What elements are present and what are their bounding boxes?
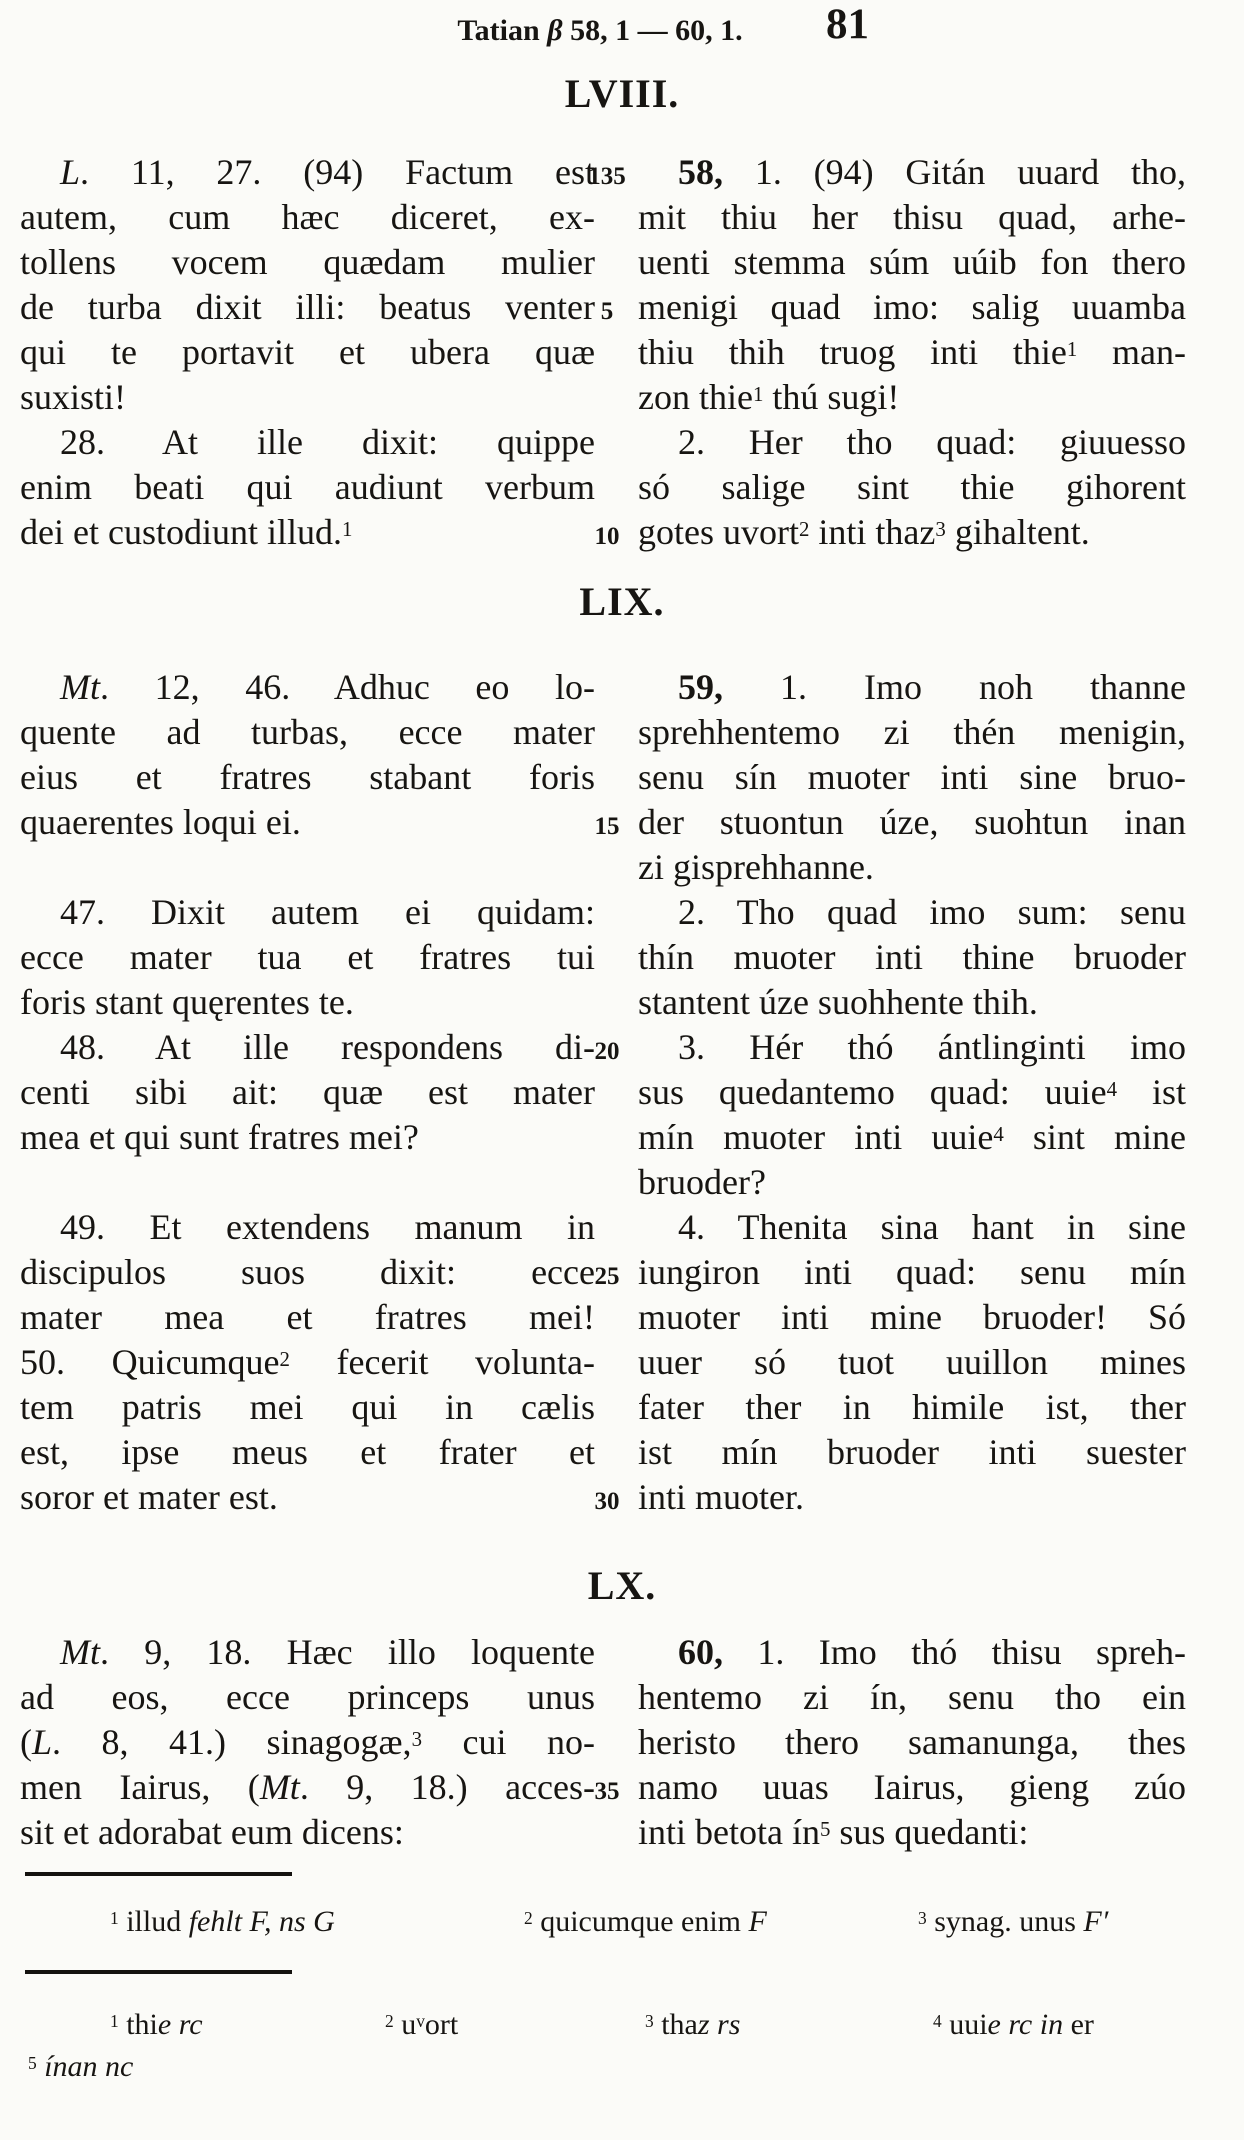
text-line-right: ist mín bruoder inti suester bbox=[638, 1432, 1186, 1472]
footnote-rule-latin bbox=[25, 1872, 292, 1876]
text-line-left: soror et mater est. bbox=[20, 1477, 278, 1517]
text-line-right: zon thie$^1$ thú sugi! bbox=[638, 377, 900, 417]
text-line-right: 58, 1. (94) Gitán uuard tho, bbox=[678, 152, 1186, 192]
text-line-left: discipulos suos dixit: ecce bbox=[20, 1252, 595, 1292]
gutter-line-number: 30 bbox=[594, 1488, 620, 1515]
text-line-right: bruoder? bbox=[638, 1162, 766, 1202]
text-line-left: suxisti! bbox=[20, 377, 127, 417]
footnote: $^3$ synag. unus F′ bbox=[918, 1905, 1109, 1938]
text-line-right: gotes uvort$^2$ inti thaz$^3$ gihaltent. bbox=[638, 512, 1090, 552]
text-line-left: ad eos, ecce princeps unus bbox=[20, 1677, 595, 1717]
text-line-left: dei et custodiunt illud.$^1$ bbox=[20, 512, 353, 552]
text-line-left: enim beati qui audiunt verbum bbox=[20, 467, 595, 507]
text-line-right: inti muoter. bbox=[638, 1477, 804, 1517]
text-line-right: mín muoter inti uuie$^4$ sint mine bbox=[638, 1117, 1186, 1157]
text-line-left: tollens vocem quædam mulier bbox=[20, 242, 595, 282]
gutter-line-number: 35 bbox=[594, 1778, 620, 1805]
text-line-right: inti betota $ín^5$ sus quedanti: bbox=[638, 1812, 1029, 1852]
section-heading: LX. bbox=[587, 1563, 657, 1608]
gutter-line-number: 15 bbox=[594, 813, 620, 840]
text-line-right: 4. Thenita sina hant in sine bbox=[678, 1207, 1186, 1247]
text-line-left: ecce mater tua et fratres tui bbox=[20, 937, 595, 977]
text-line-left: quente ad turbas, ecce mater bbox=[20, 712, 595, 752]
text-line-right: namo uuas Iairus, gieng zúo bbox=[638, 1767, 1186, 1807]
text-line-left: quaerentes loqui ei. bbox=[20, 802, 301, 842]
text-line-right: der stuontun úze, suohtun inan bbox=[638, 802, 1186, 842]
text-line-right: mit thiu her thisu quad, arhe- bbox=[638, 197, 1186, 237]
text-line-right: thiu thih truog inti thie$^1$ man- bbox=[638, 332, 1186, 372]
section-heading: LIX. bbox=[579, 579, 665, 624]
text-line-left: mea et qui sunt fratres mei? bbox=[20, 1117, 419, 1157]
text-line-right: 2. Her tho quad: giuuesso bbox=[678, 422, 1186, 462]
text-line-left: centi sibi ait: quæ est mater bbox=[20, 1072, 595, 1112]
text-line-right: heristo thero samanunga, thes bbox=[638, 1722, 1186, 1762]
text-line-left: men Iairus, (Mt. 9, 18.) acces- bbox=[20, 1767, 595, 1807]
footnote: $^2$ $u^vort$ bbox=[385, 2008, 459, 2041]
footnote: $^4$ uuie rc in er bbox=[933, 2008, 1094, 2041]
text-line-right: fater ther in himile ist, ther bbox=[638, 1387, 1186, 1427]
text-line-right: hentemo zi ín, senu tho ein bbox=[638, 1677, 1186, 1717]
text-line-left: mater mea et fratres mei! bbox=[20, 1297, 595, 1337]
footnote: $^5$ ínan nc bbox=[28, 2050, 134, 2083]
footnote: $^1$ thie rc bbox=[110, 2008, 203, 2041]
text-line-right: só salige sint thie gihorent bbox=[638, 467, 1186, 507]
running-head: Tatian β 58, 1 — 60, 1. bbox=[457, 14, 743, 47]
text-line-right: uenti stemma súm uúib fon thero bbox=[638, 242, 1186, 282]
text-line-left: 48. At ille respondens di- bbox=[60, 1027, 595, 1067]
text-line-right: menigi quad imo: salig uuamba bbox=[638, 287, 1186, 327]
text-line-left: Mt. 9, 18. Hæc illo loquente bbox=[60, 1632, 595, 1672]
gutter-line-number: 10 bbox=[594, 523, 620, 550]
text-line-right: 2. Tho quad imo sum: senu bbox=[678, 892, 1186, 932]
text-line-right: muoter inti mine bruoder! Só bbox=[638, 1297, 1186, 1337]
section-heading: LVIII. bbox=[564, 71, 680, 116]
gutter-line-number: 25 bbox=[594, 1263, 620, 1290]
text-line-right: stantent úze suohhente thih. bbox=[638, 982, 1038, 1022]
gutter-line-number: 5 bbox=[600, 298, 614, 325]
gutter-line-number: 20 bbox=[594, 1038, 620, 1065]
text-line-left: tem patris mei qui in cælis bbox=[20, 1387, 595, 1427]
text-line-right: zi gisprehhanne. bbox=[638, 847, 874, 887]
text-line-right: 59, 1. Imo noh thanne bbox=[678, 667, 1186, 707]
text-line-left: L. 11, 27. (94) Factum est bbox=[60, 152, 595, 192]
text-line-left: 28. At ille dixit: quippe bbox=[60, 422, 595, 462]
text-line-left: eius et fratres stabant foris bbox=[20, 757, 595, 797]
footnote: $^1$ illud fehlt F, ns G bbox=[110, 1905, 335, 1938]
footnote-rule-german bbox=[25, 1970, 292, 1974]
text-line-left: qui te portavit et ubera quæ bbox=[20, 332, 595, 372]
text-line-left: est, ipse meus et frater et bbox=[20, 1432, 595, 1472]
text-line-right: uuer só tuot uuillon mines bbox=[638, 1342, 1186, 1382]
text-line-right: senu sín muoter inti sine bruo- bbox=[638, 757, 1186, 797]
footnote: $^2$ quicumque enim F bbox=[524, 1905, 767, 1938]
footnote: $^3$ thaz rs bbox=[645, 2008, 741, 2041]
text-line-left: de turba dixit illi: beatus venter bbox=[20, 287, 595, 327]
text-line-left: sit et adorabat eum dicens: bbox=[20, 1812, 404, 1852]
text-line-right: iungiron inti quad: senu mín bbox=[638, 1252, 1186, 1292]
text-line-left: (L. 8, 41.) sinagogæ,$^3$ cui no- bbox=[20, 1722, 595, 1762]
text-line-right: thín muoter inti thine bruoder bbox=[638, 937, 1186, 977]
text-line-right: 60, 1. Imo thó thisu spreh- bbox=[678, 1632, 1186, 1672]
text-line-right: sus quedantemo quad: uuie$^4$ ist bbox=[638, 1072, 1186, 1112]
text-line-right: 3. Hér thó ántlinginti imo bbox=[678, 1027, 1186, 1067]
text-line-left: 49. Et extendens manum in bbox=[60, 1207, 595, 1247]
text-line-left: 47. Dixit autem ei quidam: bbox=[60, 892, 595, 932]
text-line-right: sprehhentemo zi thén menigin, bbox=[638, 712, 1186, 752]
gutter-line-number: 135 bbox=[588, 163, 626, 190]
text-line-left: 50. Quicumque$^2$ fecerit volunta- bbox=[20, 1342, 595, 1382]
text-line-left: autem, cum hæc diceret, ex- bbox=[20, 197, 595, 237]
text-line-left: Mt. 12, 46. Adhuc eo lo- bbox=[60, 667, 595, 707]
text-line-left: foris stant quęrentes te. bbox=[20, 982, 354, 1022]
page-number: 81 bbox=[826, 1, 869, 48]
